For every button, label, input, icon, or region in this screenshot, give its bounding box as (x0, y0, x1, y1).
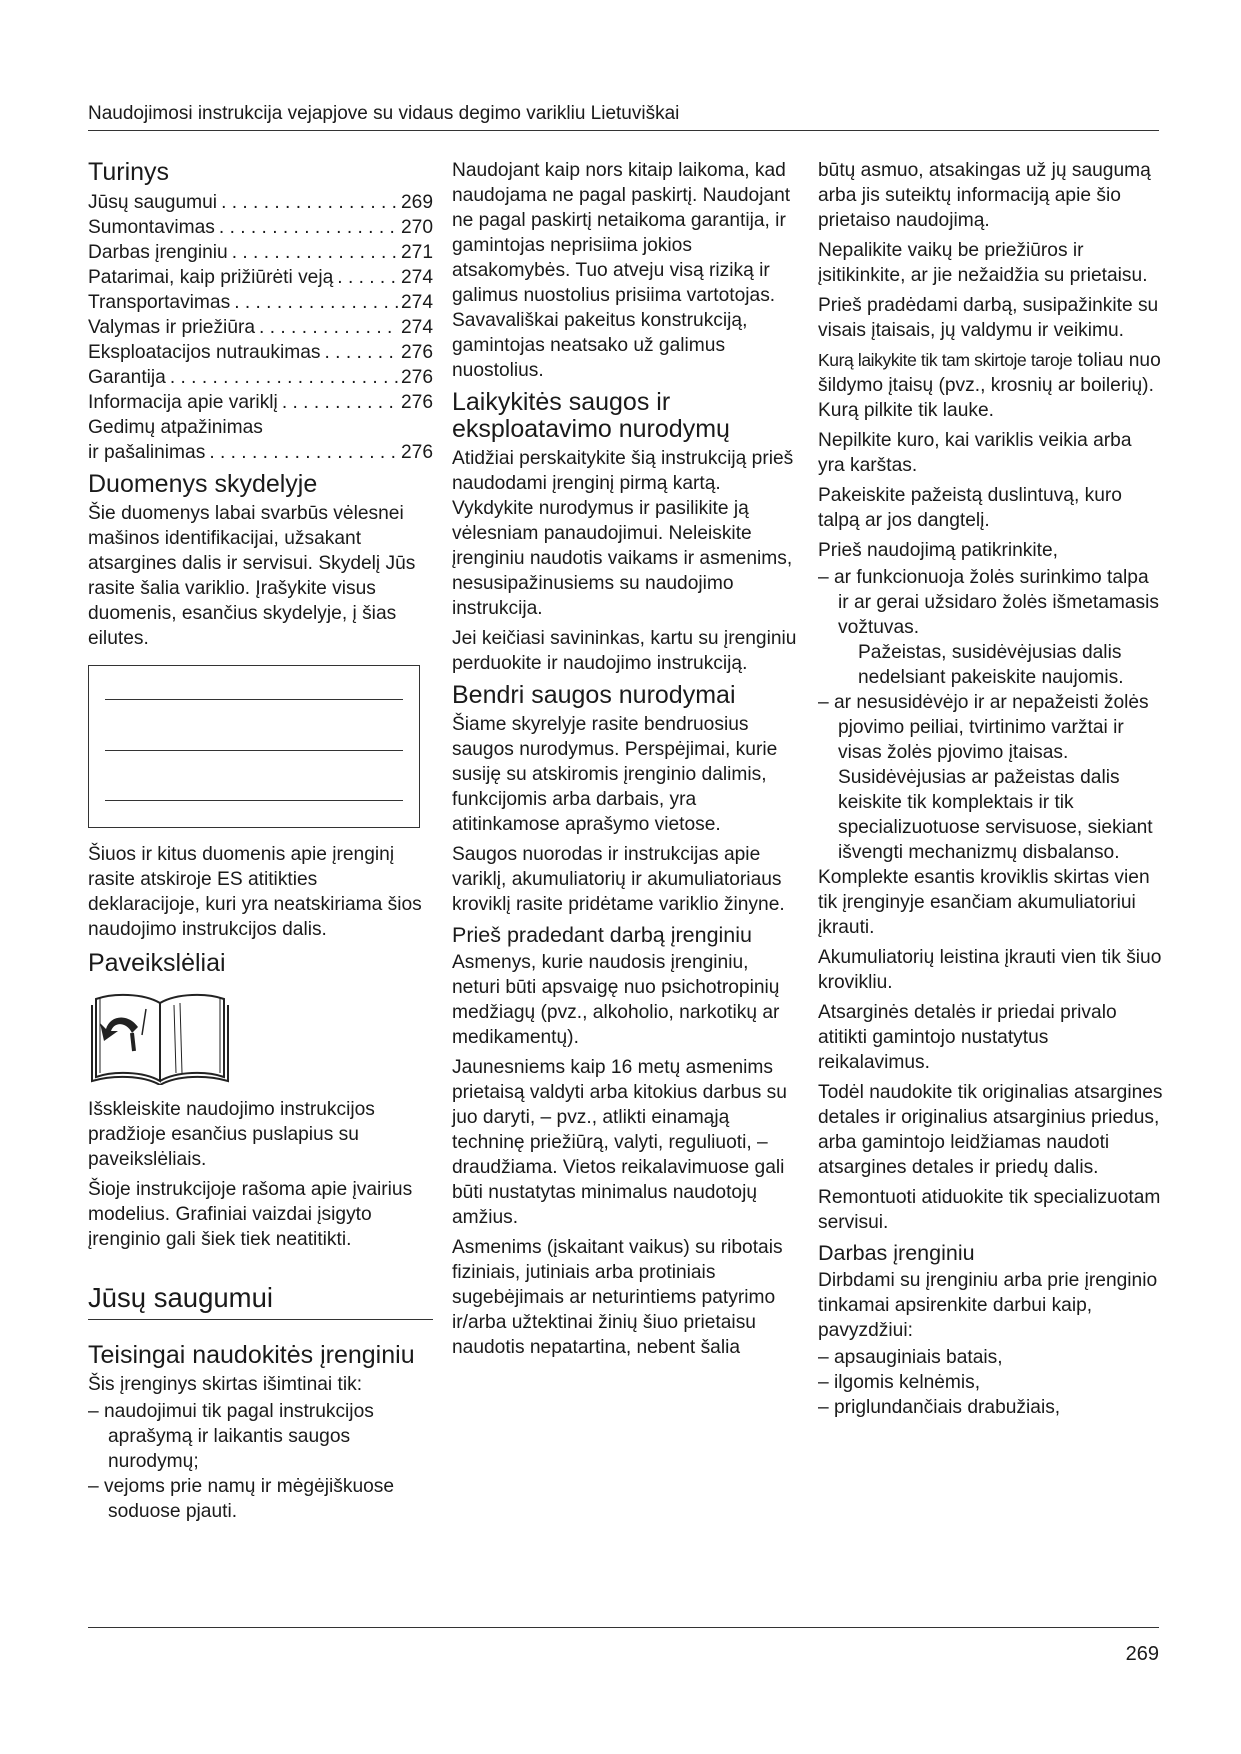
paragraph: Prieš naudojimą patikrinkite, (818, 540, 1058, 561)
plate-line (105, 800, 403, 801)
plate-line (105, 750, 403, 751)
toc-entry[interactable]: Garantija . . . 276 (88, 365, 433, 390)
check-list (818, 565, 1163, 865)
paragraph: Remontuoti atiduokite tik specializuotam servisui. (818, 1187, 1161, 1233)
section-heading-rules: Laikykitės saugos ir eksploatavimo nurodymų (452, 388, 730, 443)
paragraph-rest: toliau nuo šildymo įtaisų (pvz., krosnių ar boilerių). Kurą pilkite tik lauke. (818, 350, 1161, 421)
section-heading-plate: Duomenys skydelyje (88, 470, 318, 498)
toc-entry[interactable]: Sumontavimas . . . 270 (88, 215, 433, 240)
paragraph: Asmenims (įskaitant vaikus) su ribotais fiziniais, jutiniais arba protiniais sugebėjimais ar neturintiems patyrimo ir/arba užtektinai žinių šiuo prietaisu naudotis nepatartina, nebent šalia (452, 1237, 783, 1358)
section-heading-proper-use: Teisingai naudokitės įrenginiu (88, 1341, 415, 1369)
list-item: – ar funkcionuoja žolės surinkimo talpa ir ar gerai užsidaro žolės išmetamasis vožtuvas. Pažeistas, susidėvėjusias dalis nedelsiant pakeiskite naujomis. (818, 565, 1163, 690)
toc-title: Turinys (88, 158, 170, 186)
paragraph: Dirbdami su įrenginiu arba prie įrenginio tinkamai apsirenkite darbui kaip, pavyzdžiui: (818, 1270, 1158, 1341)
plate-line (105, 699, 403, 700)
paragraph: Jei keičiasi savininkas, kartu su įrenginiu perduokite ir naudojimo instrukciją. (452, 628, 797, 674)
list-item-note: Pažeistas, susidėvėjusias dalis nedelsiant pakeiskite naujomis. (858, 642, 1124, 688)
paragraph: Nepilkite kuro, kai variklis veikia arba yra karštas. (818, 430, 1132, 476)
plate-after-text: Šiuos ir kitus duomenis apie įrenginį rasite atskiroje ES atitikties deklaracijoje, kuri yra neatskiriama šios naudojimo instrukcijos dalis. (88, 844, 422, 940)
list-item: – ilgomis kelnėmis, (818, 1370, 1163, 1395)
paragraph: Atsarginės detalės ir priedai privalo atitikti gamintojo nustatytus reikalavimus. (818, 1002, 1117, 1073)
rating-plate-box (88, 665, 420, 828)
paragraph: Akumuliatorių leistina įkrauti vien tik šiuo krovikliu. (818, 947, 1162, 993)
toc-entry[interactable]: Jūsų saugumui . . . 269 (88, 190, 433, 215)
paragraph: Jaunesniems kaip 16 metų asmenims prietaisą valdyti arba kitokius darbus su juo daryti, – pvz., atlikti einamąją techninę priežiūrą, valyti, reguliuoti, – draudžiama. Vietos reikalavimuose gali būti nustatytas minimalus naudotojų amžius. (452, 1057, 787, 1228)
header-rule (88, 130, 1159, 131)
section-heading-pictures: Paveikslėliai (88, 949, 226, 977)
footer-rule (88, 1627, 1159, 1628)
paragraph: Komplekte esantis kroviklis skirtas vien tik įrenginyje esančiam akumuliatoriui įkrauti. (818, 867, 1150, 938)
proper-use-list (88, 1399, 433, 1524)
list-item: – vejoms prie namų ir mėgėjiškuose soduose pjauti. (88, 1474, 433, 1524)
section-heading-before-work: Prieš pradedant darbą įrenginiu (452, 923, 753, 947)
toc-entry[interactable]: Gedimų atpažinimas (88, 417, 263, 438)
toc-entry[interactable]: Patarimai, kaip prižiūrėti veją . . . 274 (88, 265, 433, 290)
paragraph: būtų asmuo, atsakingas už jų saugumą arba jis suteiktų informaciją apie šio prietaiso naudojimą. (818, 160, 1151, 231)
section-heading-general: Bendri saugos nurodymai (452, 681, 736, 709)
toc-last-entry (88, 415, 433, 465)
clothing-list (818, 1345, 1163, 1420)
document-header: Naudojimosi instrukcija vejapjove su vidaus degimo varikliu Lietuviškai (88, 103, 680, 124)
paragraph: Pakeiskite pažeistą duslintuvą, kuro talpą ar jos dangtelį. (818, 485, 1122, 531)
paragraph: Šiame skyrelyje rasite bendruosius saugos nurodymus. Perspėjimai, kurie susiję su atskiromis įrenginio dalimis, funkcijomis arba darbais, yra atitinkamose aprašymo vietose. (452, 714, 778, 835)
toc-entry[interactable]: Valymas ir priežiūra . . . 274 (88, 315, 433, 340)
paragraph: Naudojant kaip nors kitaip laikoma, kad naudojama ne pagal paskirtį. Naudojant ne pagal paskirtį netaikoma garantija, ir gamintojas neprisiima jokios atsakomybės. Tuo atveju visą riziką ir galimus nuostolius prisiima vartotojas. Savavališkai pakeitus konstrukciją, gamintojas neatsako už galimus nuostolius. (452, 160, 791, 381)
paragraph: Nepalikite vaikų be priežiūros ir įsitikinkite, ar jie nežaidžia su prietaisu. (818, 240, 1148, 286)
toc-entry[interactable]: Transportavimas . . . 274 (88, 290, 433, 315)
proper-use-intro: Šis įrenginys skirtas išimtinai tik: (88, 1374, 363, 1395)
paragraph: Prieš pradėdami darbą, susipažinkite su visais įtaisais, jų valdymu ir veikimu. (818, 295, 1159, 341)
paragraph (818, 348, 1163, 423)
table-of-contents (88, 190, 433, 415)
pictures-text-2: Šioje instrukcijoje rašoma apie įvairius modelius. Grafiniai vaizdai įsigyto įrenginio gali šiek tiek neatitikti. (88, 1179, 413, 1250)
plate-description: Šie duomenys labai svarbūs vėlesnei mašinos identifikacijai, užsakant atsargines dalis ir servisui. Skydelį Jūs rasite šalia variklio. Įrašykite visus duomenis, esančius skydelyje, į šias eilutes. (88, 503, 416, 649)
page-number: 269 (1125, 1643, 1159, 1665)
toc-entry[interactable]: Darbas įrenginiu . . . 271 (88, 240, 433, 265)
paragraph: Asmenys, kurie naudosis įrenginiu, neturi būti apsvaigę nuo psichotropinių medžiagų (pvz., alkoholio, narkotikų ar medikamentų). (452, 952, 780, 1048)
toc-entry[interactable]: Eksploatacijos nutraukimas . . . 276 (88, 340, 433, 365)
column-middle (452, 158, 799, 1362)
section-title-safety: Jūsų saugumui (88, 1282, 433, 1320)
toc-entry[interactable]: Informacija apie variklį . . . 276 (88, 390, 433, 415)
column-left (88, 158, 433, 1524)
toc-entry[interactable]: ir pašalinimas . . . 276 (88, 440, 433, 465)
paragraph: Todėl naudokite tik originalias atsargines detales ir originalius atsarginius priedus, arba gamintojo leidžiamas naudoti atsargines detales ir priedų dalis. (818, 1082, 1163, 1178)
column-right (818, 158, 1163, 1420)
list-item: – apsauginiais batais, (818, 1345, 1163, 1370)
pictures-text-1: Išskleiskite naudojimo instrukcijos pradžioje esančius puslapius su paveikslėliais. (88, 1099, 375, 1170)
paragraph: Atidžiai perskaitykite šią instrukciją prieš naudodami įrenginį pirmą kartą. Vykdykite nurodymus ir pasilikite ją vėlesniam panaudojimui. Neleiskite įrenginiu naudotis vaikams ir asmenims, nesusipažinusiems su naudojimo instrukcija. (452, 448, 794, 619)
list-item: – naudojimui tik pagal instrukcijos aprašymą ir laikantis saugos nurodymų; (88, 1399, 433, 1474)
list-item: – priglundančiais drabužiais, (818, 1395, 1163, 1420)
list-item: – ar nesusidėvėjo ir ar nepažeisti žolės pjovimo peiliai, tvirtinimo varžtai ir visas žolės pjovimo įtaisas. Susidėvėjusias ar pažeistas dalis keiskite tik komplektais ir tik specializuotuose servisuose, siekiant išvengti mechanizmų disbalanso. (818, 690, 1163, 865)
open-book-icon (88, 989, 234, 1085)
paragraph: Saugos nuorodas ir instrukcijas apie variklį, akumuliatorių ir akumuliatoriaus kroviklį rasite pridėtame variklio žinyne. (452, 844, 785, 915)
section-heading-work: Darbas įrenginiu (818, 1241, 975, 1265)
paragraph-condensed-line: Kurą laikykite tik tam skirtoje taroje (818, 350, 1073, 370)
